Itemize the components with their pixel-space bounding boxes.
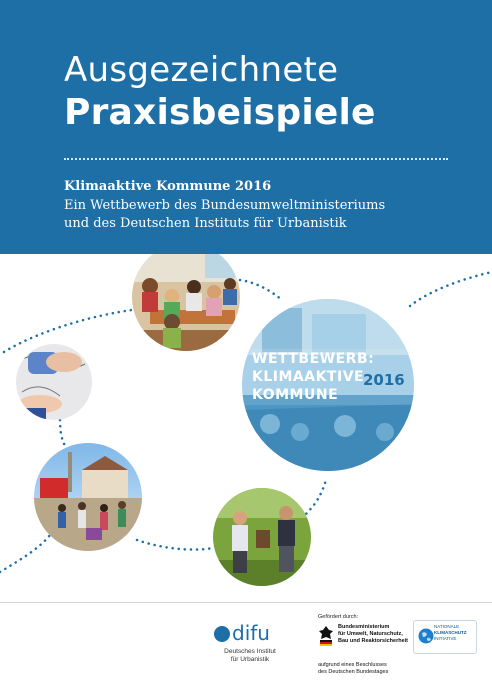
title-line-1: Ausgezeichnete <box>64 50 339 90</box>
difu-caption <box>212 648 288 664</box>
classroom-photo <box>130 254 242 354</box>
difu-line-2: für Urbanistik <box>230 656 270 663</box>
title-line-2: Praxisbeispiele <box>64 92 376 133</box>
difu-logo <box>214 618 274 651</box>
dotted-divider <box>64 158 448 160</box>
bundestag-line-1: aufgrund eines Beschlusses <box>318 662 387 668</box>
globe-icon <box>418 628 434 644</box>
seedlings-photo <box>213 488 311 586</box>
badge-line-2: KLIMAAKTIVE <box>252 369 365 385</box>
subtitle-bold: Klimaaktive Kommune 2016 <box>64 179 272 194</box>
ministry-name <box>338 624 408 645</box>
ministry-line-1: Bundesministerium <box>338 624 390 630</box>
header-banner <box>0 0 492 254</box>
ministry-line-3: Bau und Reaktorsicherheit <box>338 638 408 644</box>
nki-text <box>434 624 474 642</box>
drawing-photo <box>14 342 94 422</box>
eagle-icon <box>318 624 334 651</box>
badge-year: 2016 <box>363 371 405 389</box>
difu-line-1: Deutsches Institut <box>224 648 276 655</box>
festival-photo <box>34 443 142 551</box>
nki-line-3: INITIATIVE <box>434 636 457 641</box>
subtitle-line-2: Ein Wettbewerb des Bundesumweltministeriums <box>64 198 386 213</box>
badge-line-1: WETTBEWERB: <box>252 351 375 367</box>
nki-line-1: NATIONALE <box>434 624 460 629</box>
subtitle-line-3: und des Deutschen Instituts für Urbanistik <box>64 216 347 231</box>
footer-divider <box>0 602 492 603</box>
photo-collage <box>0 254 492 602</box>
funded-by-label: Gefördert durch: <box>318 614 359 620</box>
bundestag-note <box>318 662 408 676</box>
badge-line-3: KOMMUNE <box>252 387 339 403</box>
bundestag-line-2: des Deutschen Bundestages <box>318 669 389 675</box>
nki-line-2: KLIMASCHUTZ <box>434 630 467 635</box>
ministry-line-2: für Umwelt, Naturschutz, <box>338 631 403 637</box>
difu-logo-text: difu <box>232 621 270 645</box>
